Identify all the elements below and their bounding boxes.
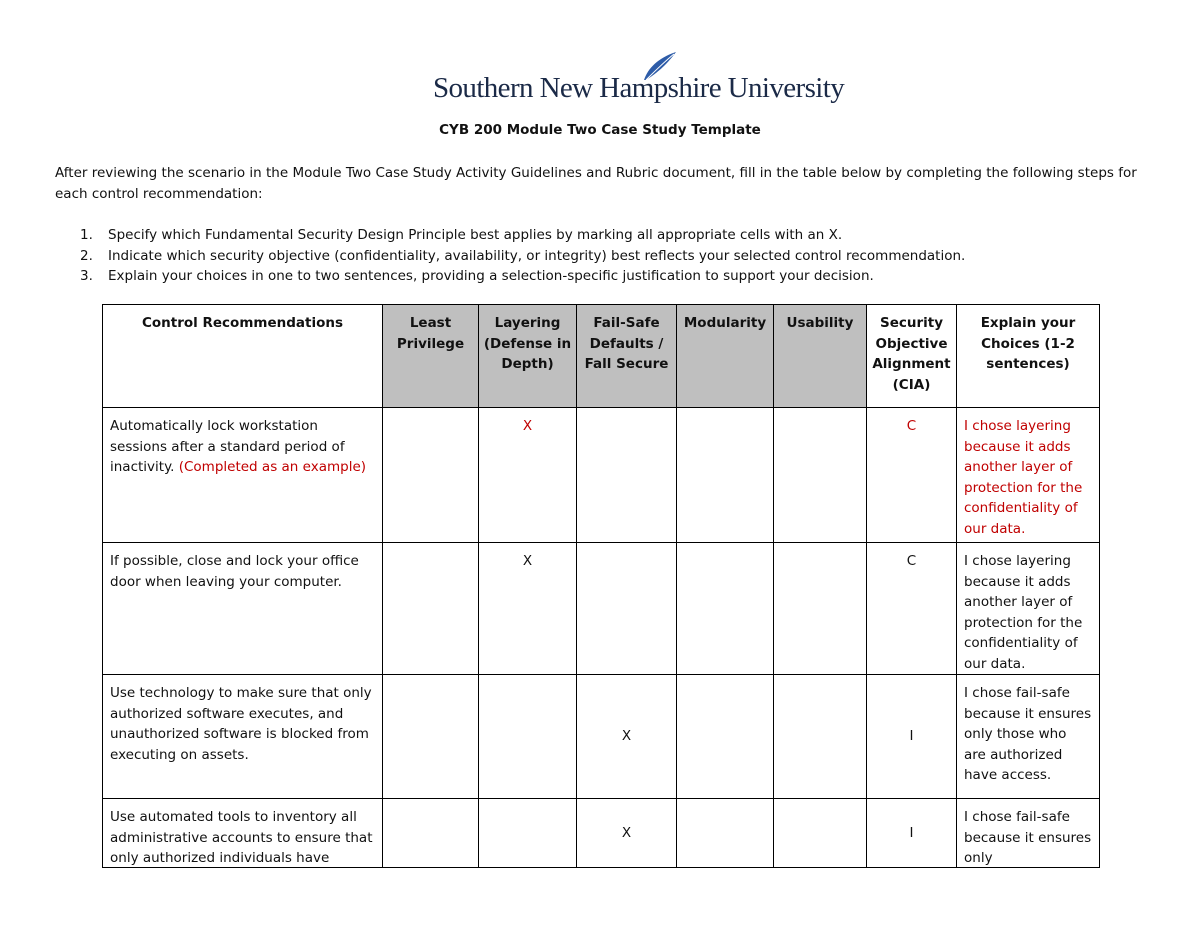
header-control: Control Recommendations — [103, 305, 383, 408]
table-row — [103, 543, 1100, 675]
layering-cell: X — [479, 543, 577, 675]
explain-cell: I chose layering because it adds another layer of protection for the confidentiality of our data. — [957, 408, 1100, 543]
document-title: CYB 200 Module Two Case Study Template — [439, 122, 761, 138]
usability-cell — [774, 408, 867, 543]
intro-paragraph: After reviewing the scenario in the Module Two Case Study Activity Guidelines and Rubric document, fill in the table below by completing the following steps for each control recommendation: — [55, 165, 1137, 202]
explain-text: I chose fail-safe because it ensures only — [964, 809, 1092, 866]
usability-cell — [774, 543, 867, 675]
instruction-item — [80, 246, 1140, 267]
control-cell: If possible, close and lock your office door when leaving your computer. — [103, 543, 383, 675]
header-explain: Explain your Choices (1-2 sentences) — [957, 305, 1100, 408]
instruction-number: 3. — [80, 268, 93, 284]
objective-cell: C — [867, 408, 957, 543]
header-usability: Usability — [774, 305, 867, 408]
control-text: Use automated tools to inventory all administrative accounts to ensure that only authorized individuals have — [110, 809, 373, 866]
header-fail-safe: Fail-Safe Defaults / Fall Secure — [577, 305, 677, 408]
fail-safe-cell — [577, 408, 677, 543]
header-layering: Layering (Defense in Depth) — [479, 305, 577, 408]
explain-cell: I chose fail-safe because it ensures only those who are authorized have access. — [957, 675, 1100, 799]
instruction-text: Indicate which security objective (confidentiality, availability, or integrity) best reflects your selected control recommendation. — [108, 247, 966, 264]
table-row — [103, 408, 1100, 543]
modularity-cell — [677, 799, 774, 868]
modularity-cell — [677, 408, 774, 543]
least-privilege-cell — [383, 543, 479, 675]
fail-safe-cell: X — [577, 675, 677, 799]
table-row — [103, 675, 1100, 799]
control-cell — [103, 799, 383, 868]
objective-cell: I — [867, 675, 957, 799]
table-row — [103, 799, 1100, 868]
least-privilege-cell — [383, 408, 479, 543]
header-modularity: Modularity — [677, 305, 774, 408]
example-note: (Completed as an example) — [178, 459, 367, 475]
fail-safe-cell: X — [577, 799, 677, 868]
least-privilege-cell — [383, 675, 479, 799]
logo-wordmark: Southern New Hampshire University — [433, 72, 845, 104]
instruction-list — [80, 225, 1140, 287]
table-header-row — [103, 305, 1100, 408]
instruction-item — [80, 225, 1140, 246]
instruction-text: Specify which Fundamental Security Design Principle best applies by marking all appropriate cells with an X. — [108, 227, 843, 243]
layering-cell — [479, 675, 577, 799]
usability-cell — [774, 675, 867, 799]
instruction-item — [80, 266, 1140, 287]
control-recommendations-table — [102, 304, 1100, 868]
instruction-number: 1. — [80, 227, 93, 243]
modularity-cell — [677, 543, 774, 675]
control-cell: Use technology to make sure that only authorized software executes, and unauthorized software is blocked from executing on assets. — [103, 675, 383, 799]
layering-cell: X — [479, 408, 577, 543]
modularity-cell — [677, 675, 774, 799]
objective-cell: I — [867, 799, 957, 868]
control-text: Automatically lock workstation sessions after a standard period of inactivity. — [110, 418, 345, 475]
header-objective: Security Objective Alignment (CIA) — [867, 305, 957, 408]
objective-cell: C — [867, 543, 957, 675]
usability-cell — [774, 799, 867, 868]
explain-cell: I chose layering because it adds another layer of protection for the confidentiality of our data. — [957, 543, 1100, 675]
fail-safe-cell — [577, 543, 677, 675]
layering-cell — [479, 799, 577, 868]
university-logo — [433, 50, 845, 108]
instruction-text: Explain your choices in one to two sentences, providing a selection-specific justification to support your decision. — [108, 268, 874, 284]
explain-cell — [957, 799, 1100, 868]
control-cell — [103, 408, 383, 543]
least-privilege-cell — [383, 799, 479, 868]
header-least-privilege: Least Privilege — [383, 305, 479, 408]
instruction-number: 2. — [80, 247, 93, 264]
